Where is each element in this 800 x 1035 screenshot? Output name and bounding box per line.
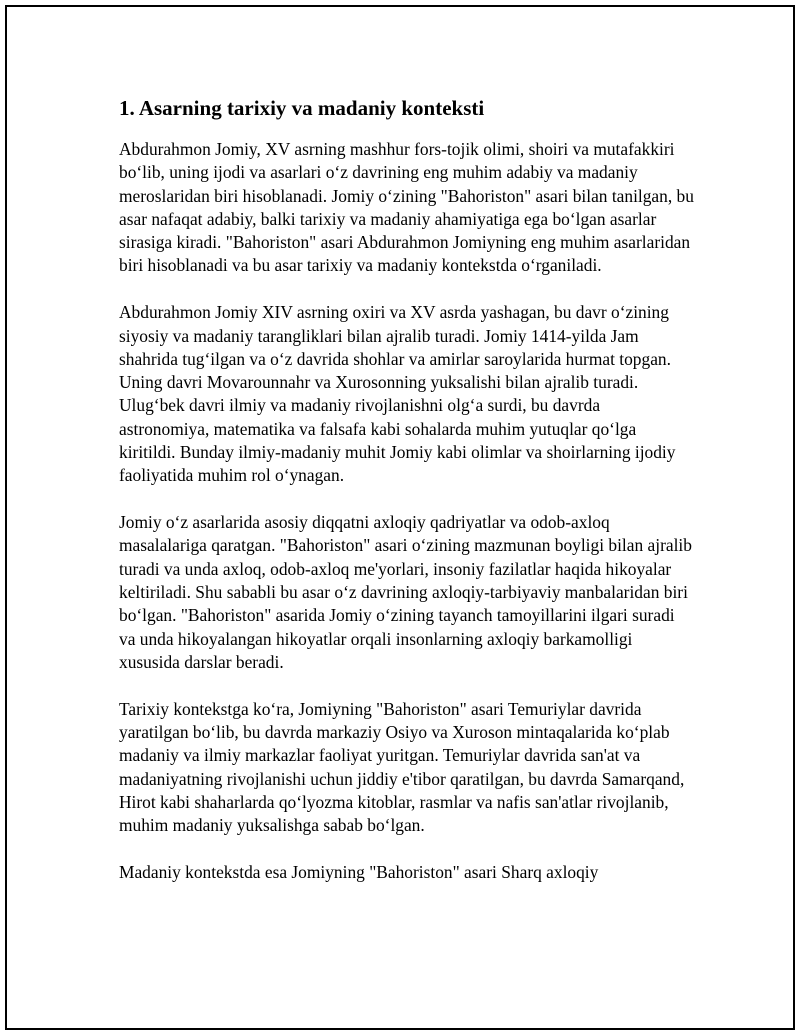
paragraph: Madaniy kontekstda esa Jomiyning "Bahoriston" asari Sharq axloqiy — [119, 862, 599, 883]
document-body — [119, 95, 694, 908]
paragraph: Tarixiy kontekstga ko‘ra, Jomiyning "Bahoriston" asari Temuriylar davrida yaratilgan bo‘lib, bu davrda markaziy Osiyo va Xuroson mintaqalarida ko‘plab madaniy va ilmiy markazlar faoliyat yuritgan. Temuriylar davrida san'at va madaniyatning rivojlanishi uchun jiddiy e'tibor qaratilgan, bu davrda Samarqand, Hirot kabi shaharlarda qo‘lyozma kitoblar, rasmlar va nafis san'atlar rivojlanib, muhim madaniy yuksalishga sabab bo‘lgan. — [119, 698, 685, 836]
paragraph: Jomiy o‘z asarlarida asosiy diqqatni axloqiy qadriyatlar va odob-axloq masalalariga qaratgan. "Bahoriston" asari o‘zining mazmunan boyligi bilan ajralib turadi va unda axloq, odob-axloq me'yorlari, insoniy fazilatlar haqida hikoyalar keltiriladi. Shu sababli bu asar o‘z davrining axloqiy-tarbiyaviy manbalaridan biri bo‘lgan. "Bahoriston" asarida Jomiy o‘zining tayanch tamoyillarini ilgari suradi va unda hikoyalangan hikoyatlar orqali insonlarning axloqiy barkamolligi xususida darslar beradi. — [119, 512, 692, 672]
document-page — [5, 5, 795, 1030]
paragraph: Abdurahmon Jomiy XIV asrning oxiri va XV asrda yashagan, bu davr o‘zining siyosiy va madaniy tarangliklari bilan ajralib turadi. Jomiy 1414-yilda Jam shahrida tug‘ilgan va o‘z davrida shohlar va amirlar saroylarida hurmat topgan. Uning davri Movarounnahr va Xurosonning yuksalishi bilan ajralib turadi. Ulug‘bek davri ilmiy va madaniy rivojlanishni olg‘a surdi, bu davrda astronomiya, matematika va falsafa kabi sohalarda muhim yutuqlar qo‘lga kiritildi. Bunday ilmiy-madaniy muhit Jomiy kabi olimlar va shoirlarning ijodiy faoliyatida muhim rol o‘ynagan. — [119, 302, 676, 486]
paragraph: Abdurahmon Jomiy, XV asrning mashhur fors-tojik olimi, shoiri va mutafakkiri bo‘lib, uning ijodi va asarlari o‘z davrining eng muhim adabiy va madaniy meroslaridan biri hisoblanadi. Jomiy o‘zining "Bahoriston" asari bilan tanilgan, bu asar nafaqat adabiy, balki tarixiy va madaniy ahamiyatiga ega bo‘lgan asarlar sirasiga kiradi. "Bahoriston" asari Abdurahmon Jomiyning eng muhim asarlaridan biri hisoblanadi va bu asar tarixiy va madaniy kontekstda o‘rganiladi. — [119, 139, 694, 276]
section-heading: 1. Asarning tarixiy va madaniy konteksti — [119, 96, 485, 120]
